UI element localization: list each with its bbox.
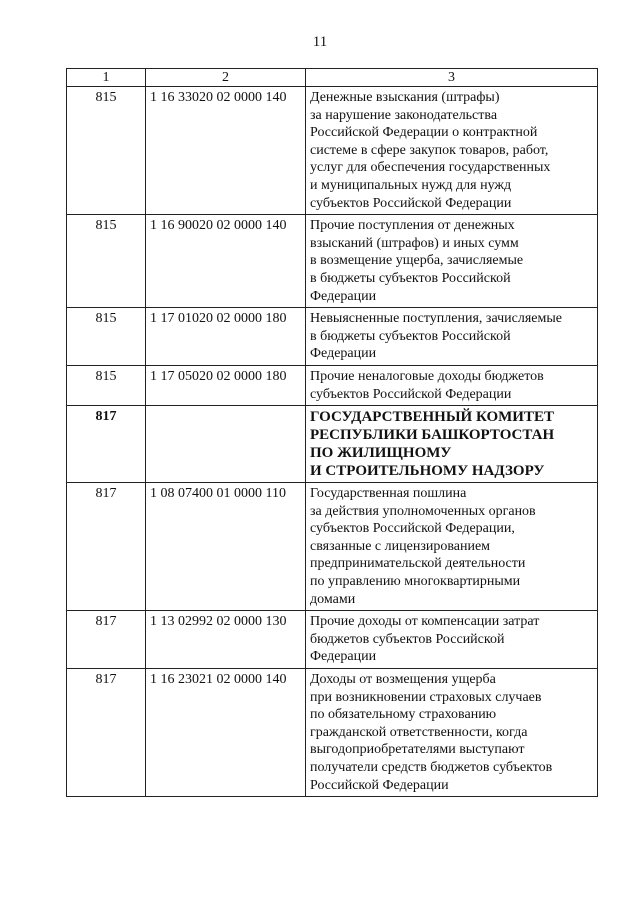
description-line: ГОСУДАРСТВЕННЫЙ КОМИТЕТ — [310, 409, 554, 426]
description-line: за нарушение законодательства — [310, 107, 498, 123]
description-line: Денежные взыскания (штрафы) — [310, 90, 500, 105]
revenue-description-cell — [306, 215, 598, 308]
admin-code-cell: 817 — [67, 669, 146, 797]
column-header-1: 1 — [67, 69, 146, 87]
column-header-2: 2 — [146, 69, 306, 87]
revenue-description-cell — [306, 669, 598, 797]
admin-code-cell: 815 — [67, 87, 146, 215]
description-line: Российской Федерации о контрактной — [310, 125, 538, 141]
table-row — [67, 483, 598, 611]
description-line: Федерации — [310, 649, 377, 665]
description-line: домами — [310, 591, 356, 607]
revenue-code-cell: 1 16 33020 02 0000 140 — [146, 87, 306, 215]
description-line: субъектов Российской Федерации — [310, 195, 512, 211]
revenue-code-cell: 1 08 07400 01 0000 110 — [146, 483, 306, 611]
description-line: по обязательному страхованию — [310, 707, 497, 723]
description-line: субъектов Российской Федерации — [310, 386, 512, 402]
description-line: Прочие неналоговые доходы бюджетов — [310, 368, 544, 384]
revenue-codes-table — [66, 68, 598, 797]
page-number: 11 — [312, 34, 328, 50]
description-line: системе в сфере закупок товаров, работ, — [310, 142, 549, 158]
description-line: Прочие доходы от компенсации затрат — [310, 614, 540, 630]
description-line: И СТРОИТЕЛЬНОМУ НАДЗОРУ — [310, 463, 545, 480]
description-line: в бюджеты субъектов Российской — [310, 328, 511, 344]
table-row — [67, 669, 598, 797]
admin-code-cell: 815 — [67, 365, 146, 405]
description-line: в возмещение ущерба, зачисляемые — [310, 253, 524, 269]
admin-code-cell: 817 — [67, 611, 146, 669]
description-line: бюджетов субъектов Российской — [310, 631, 505, 647]
table-row — [67, 87, 598, 215]
revenue-code-cell: 1 17 05020 02 0000 180 — [146, 365, 306, 405]
description-line: РЕСПУБЛИКИ БАШКОРТОСТАН — [310, 427, 555, 444]
table-row — [67, 611, 598, 669]
description-line: Российской Федерации — [310, 777, 449, 793]
description-line: предпринимательской деятельности — [310, 556, 526, 572]
description-line: и муниципальных нужд для нужд — [310, 177, 512, 193]
revenue-description-cell — [306, 365, 598, 405]
description-line: за действия уполномоченных органов — [310, 503, 536, 519]
revenue-description-cell — [306, 483, 598, 611]
description-line: ПО ЖИЛИЩНОМУ — [310, 445, 452, 462]
description-line: взысканий (штрафов) и иных сумм — [310, 235, 519, 251]
table-section-row — [67, 406, 598, 483]
admin-code-cell: 817 — [67, 406, 146, 483]
admin-code-cell: 817 — [67, 483, 146, 611]
revenue-code-cell: 1 16 23021 02 0000 140 — [146, 669, 306, 797]
revenue-description-cell — [306, 87, 598, 215]
revenue-description-cell — [306, 406, 598, 483]
description-line: связанные с лицензированием — [310, 538, 491, 554]
description-line: Невыясненные поступления, зачисляемые — [310, 311, 562, 327]
description-line: услуг для обеспечения государственных — [310, 160, 551, 176]
table-header-row — [67, 69, 598, 87]
description-line: Доходы от возмещения ущерба — [310, 672, 496, 688]
table-row — [67, 308, 598, 366]
revenue-code-cell: 1 17 01020 02 0000 180 — [146, 308, 306, 366]
table-body — [67, 87, 598, 797]
revenue-code-cell: 1 16 90020 02 0000 140 — [146, 215, 306, 308]
description-line: гражданской ответственности, когда — [310, 724, 528, 740]
description-line: выгодоприобретателями выступают — [310, 742, 525, 758]
table-row — [67, 215, 598, 308]
admin-code-cell: 815 — [67, 215, 146, 308]
revenue-code-cell: 1 13 02992 02 0000 130 — [146, 611, 306, 669]
revenue-description-cell — [306, 308, 598, 366]
revenue-description-cell — [306, 611, 598, 669]
description-line: субъектов Российской Федерации, — [310, 521, 515, 537]
table-row — [67, 365, 598, 405]
column-header-3: 3 — [306, 69, 598, 87]
description-line: в бюджеты субъектов Российской — [310, 270, 511, 286]
description-line: при возникновении страховых случаев — [310, 689, 542, 705]
description-line: Федерации — [310, 346, 377, 362]
description-line: Государственная пошлина — [310, 486, 467, 502]
revenue-code-cell — [146, 406, 306, 483]
description-line: Прочие поступления от денежных — [310, 218, 515, 234]
admin-code-cell: 815 — [67, 308, 146, 366]
description-line: получатели средств бюджетов субъектов — [310, 760, 553, 775]
description-line: Федерации — [310, 288, 377, 304]
description-line: по управлению многоквартирными — [310, 574, 521, 590]
